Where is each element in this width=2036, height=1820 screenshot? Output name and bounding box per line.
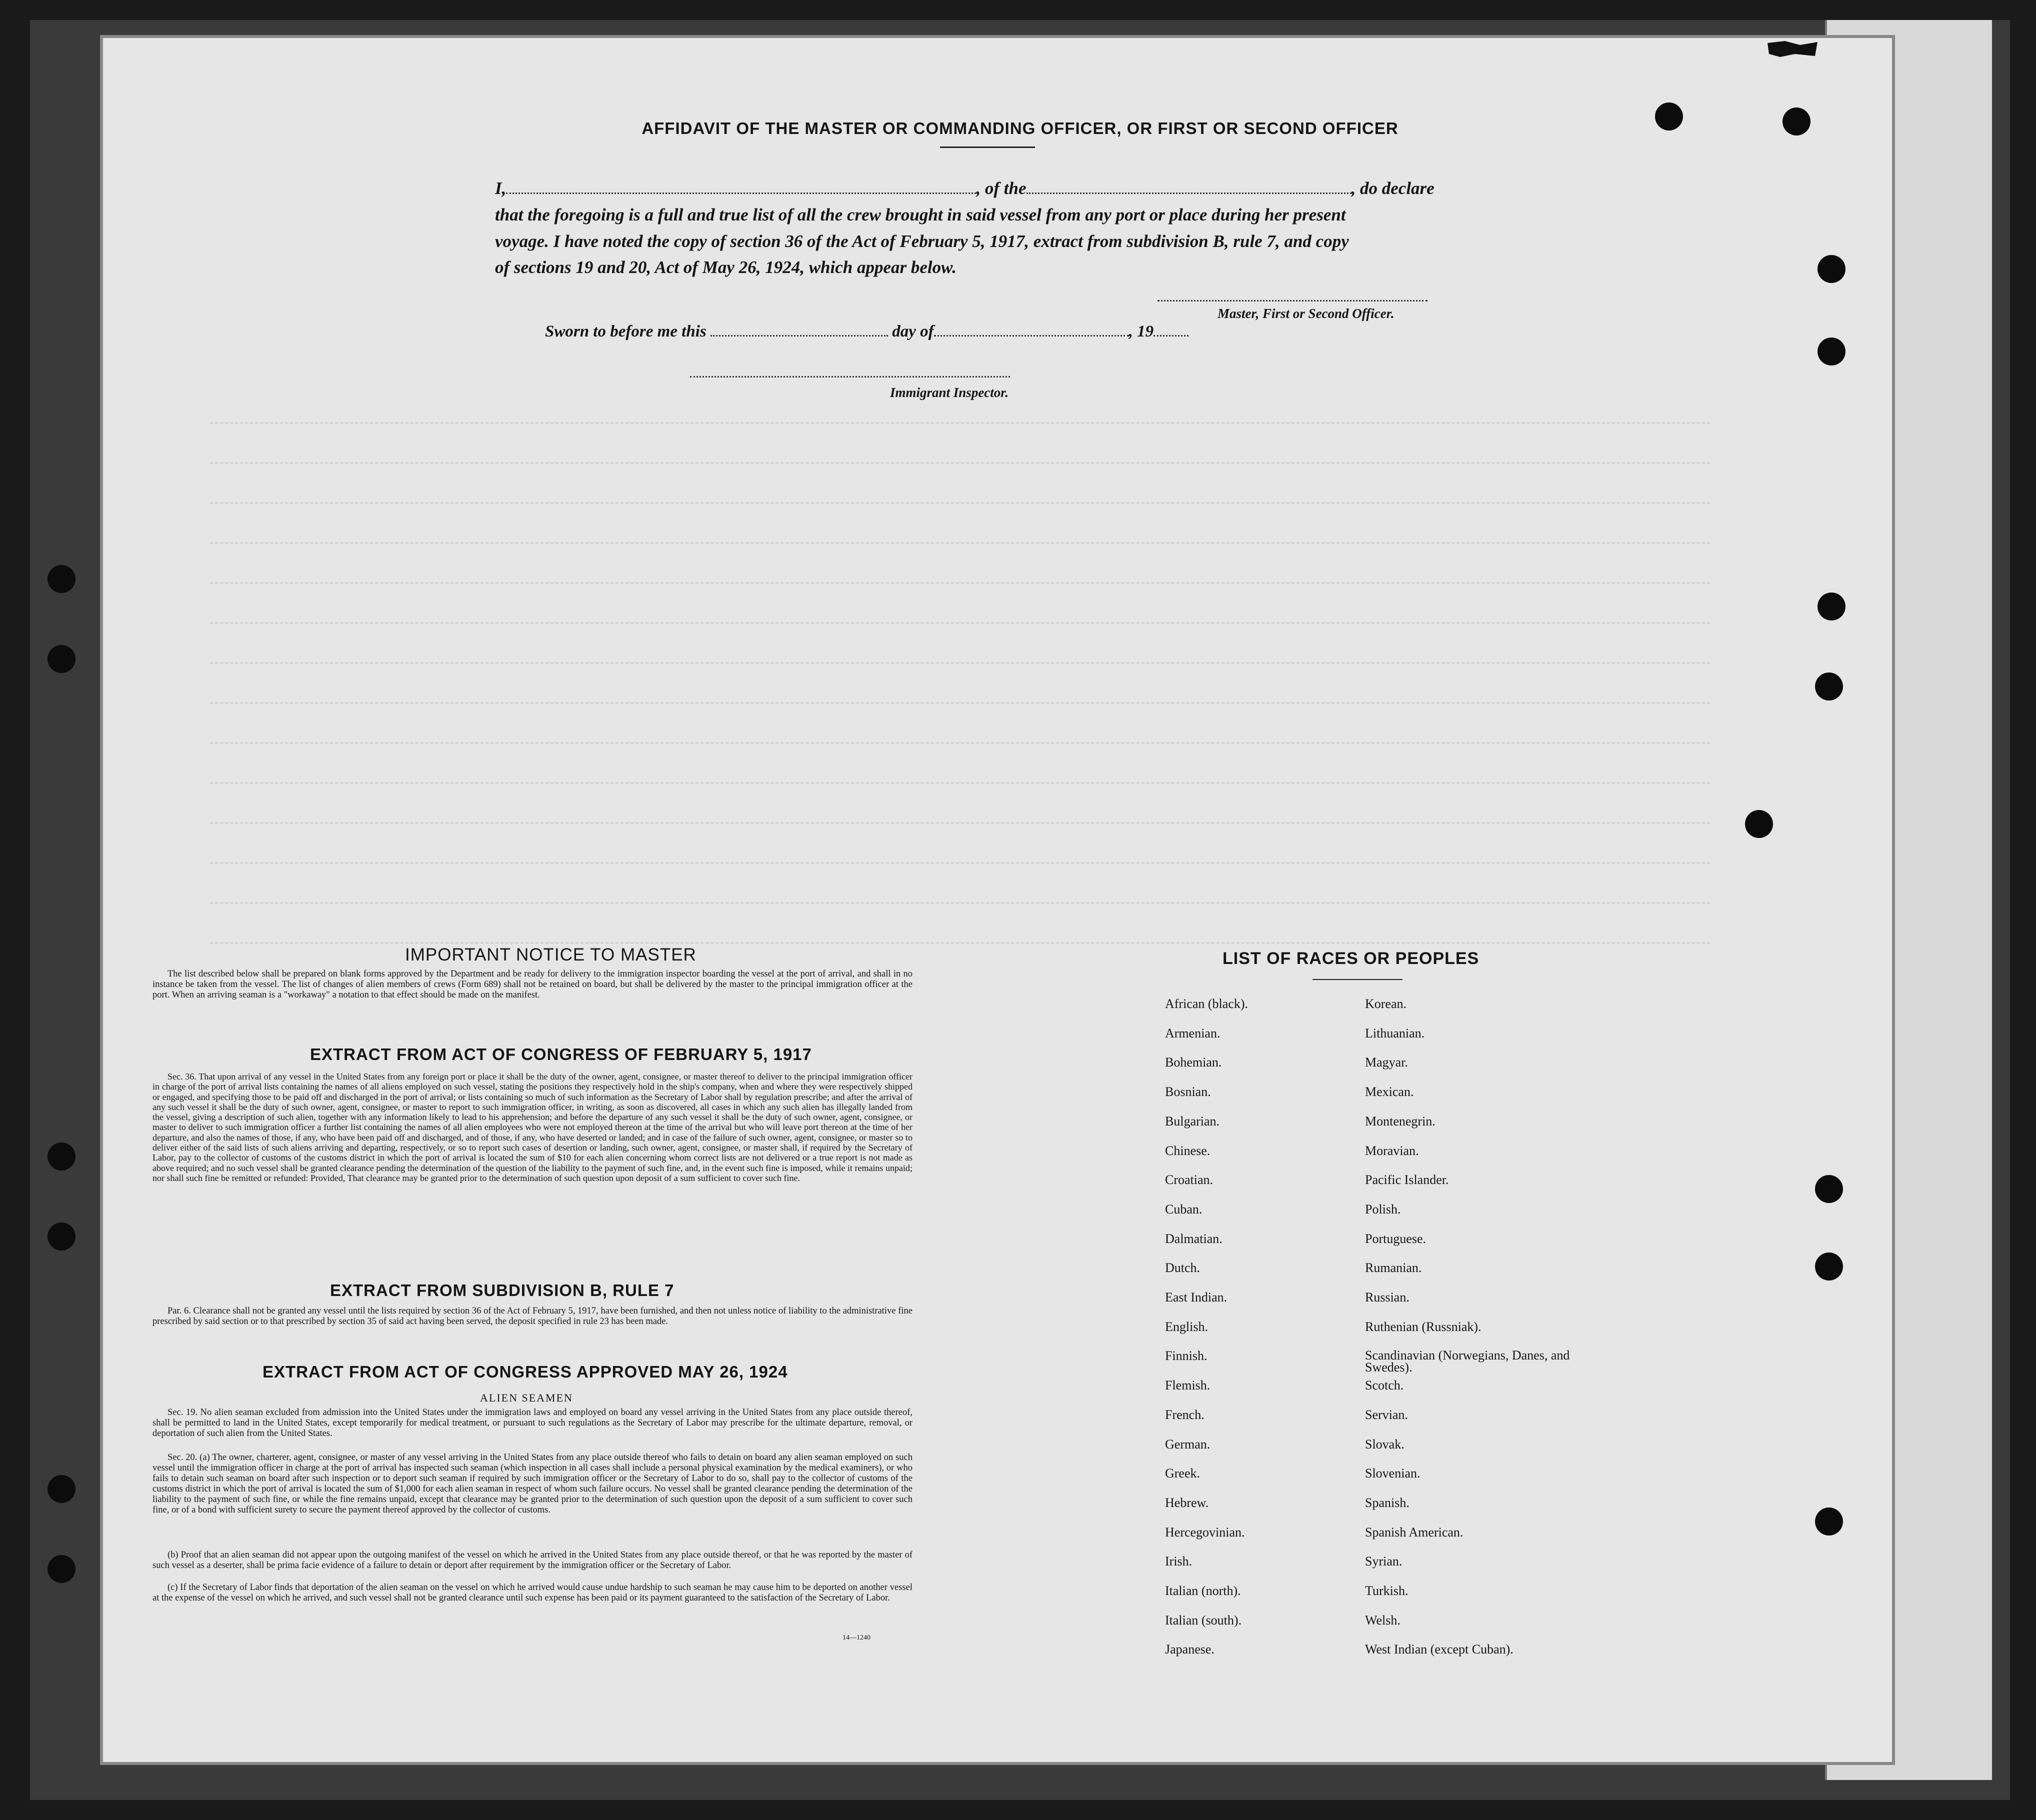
affidavit-do-declare: , do declare — [1351, 178, 1434, 198]
race-item: Hercegovinian. — [1165, 1525, 1245, 1540]
punch-hole — [48, 1475, 76, 1503]
affidavit-line-1 — [495, 178, 1434, 198]
sec20c-text: (c) If the Secretary of Labor finds that deportation of the alien seaman on the vessel on which he arrived would cause undue hardship to such seaman he may cause him to be deported on another vessel at the expense of the vessel on which he arrived, and such vessel shall not be granted clearance until such expense has been paid or its payment guaranteed to the satisfaction of the Secretary of Labor. — [152, 1582, 912, 1603]
extract-1924-title: EXTRACT FROM ACT OF CONGRESS APPROVED MAY 26, 1924 — [262, 1362, 788, 1381]
punch-hole — [1815, 1175, 1843, 1203]
punch-hole — [1818, 255, 1846, 283]
punch-hole — [1815, 1508, 1843, 1536]
sworn-year-prefix: , 19 — [1128, 322, 1154, 340]
affidavit-line-3: voyage. I have noted the copy of section 36 of the Act of February 5, 1917, extract from subdivision B, rule 7, and copy — [495, 232, 1349, 251]
sworn-day-of: day of — [892, 322, 934, 340]
race-item: Russian. — [1365, 1290, 1410, 1304]
bleed-through-row — [210, 582, 1710, 590]
bleed-through-row — [210, 622, 1710, 630]
race-item: Dalmatian. — [1165, 1232, 1222, 1246]
race-item: Croatian. — [1165, 1172, 1214, 1187]
punch-hole — [1745, 810, 1773, 838]
race-item: Spanish. — [1365, 1496, 1410, 1510]
master-signature-label: Master, First or Second Officer. — [1218, 306, 1394, 321]
inspector-signature-line[interactable] — [690, 376, 1010, 378]
race-item: German. — [1165, 1437, 1210, 1452]
sworn-year-field[interactable] — [1154, 320, 1188, 336]
punch-hole — [48, 1222, 76, 1250]
master-signature-line[interactable] — [1158, 300, 1428, 302]
rule7-text: Par. 6. Clearance shall not be granted any vessel until the lists required by section 36 of the Act of February 5, 1917, have been furnished, and then not unless notice of liability to the administrative fine prescribed by said section or to that prescribed by section 35 of said act having been served, the deposit specified in rule 23 has been made. — [152, 1306, 912, 1326]
race-item: Pacific Islander. — [1365, 1172, 1449, 1187]
race-item: East Indian. — [1165, 1290, 1228, 1304]
bleed-through-row — [210, 662, 1710, 670]
bleed-through-row — [210, 542, 1710, 550]
sec20b-text: (b) Proof that an alien seaman did not appear upon the outgoing manifest of the vessel on which he arrived in the United States from any place outside thereof, or that he was reported by the master of such vessel as a deserter, shall be prima facie evidence of a failure to detain or deport after requirement by the immigration officer or the Secretary of Labor. — [152, 1550, 912, 1570]
race-item: Hebrew. — [1165, 1496, 1209, 1510]
race-item: French. — [1165, 1408, 1204, 1422]
race-item: Magyar. — [1365, 1055, 1408, 1070]
race-item: Bulgarian. — [1165, 1114, 1220, 1128]
inspector-label: Immigrant Inspector. — [890, 385, 1009, 400]
race-item: Scandinavian (Norwegians, Danes, and Swedes). — [1365, 1348, 1570, 1374]
races-title-rule — [1312, 979, 1402, 980]
notice-text: The list described below shall be prepared on blank forms approved by the Department and be ready for delivery to the immigration inspector boarding the vessel at the port of arrival, and shall in no instance be taken from the vessel. The list of changes of alien members of crews (Form 689) shall not be retained on board, but shall be delivered by the master to the principal immigration officer at the port. When an arriving seaman is a "workaway" a notation to that effect should be made on the manifest. — [152, 969, 912, 1000]
race-item: Polish. — [1365, 1202, 1401, 1216]
race-item: African (black). — [1165, 996, 1248, 1011]
bleed-through-row — [210, 702, 1710, 710]
bleed-through-row — [210, 742, 1710, 750]
race-item: Greek. — [1165, 1466, 1200, 1480]
affidavit-of-the: , of the — [976, 178, 1026, 198]
affidavit-i: I, — [495, 178, 506, 198]
sec20a-text: Sec. 20. (a) The owner, charterer, agent, consignee, or master of any vessel arriving in the United States from any place outside thereof who fails to detain on board any alien seaman employed on such vessel until the immigration officer in charge at the port of arrival has inspected such seaman (which inspection in all cases shall include a personal physical examination by the medical examiners), or who fails to detain such seaman on board after such inspection or to deport such seaman if required by such immigration officer or the Secretary of Labor to do so, shall pay to the collector of customs of the customs district in which the port of arrival is located the sum of $1,000 for each alien seaman in respect of whom such failure occurs. No vessel shall be granted clearance pending the determination of the liability to the payment of such fine, or while the fine remains unpaid, except that clearance may be granted prior to the determination of such question upon the deposit of a sum sufficient to cover such fine, or of a bond with sufficient surety to secure the payment thereof approved by the collector of customs. — [152, 1452, 912, 1515]
race-item: Korean. — [1365, 996, 1407, 1011]
race-item: Montenegrin. — [1365, 1114, 1436, 1128]
race-item: Bohemian. — [1165, 1055, 1222, 1070]
punch-hole — [48, 565, 76, 593]
punch-hole — [1815, 672, 1843, 700]
bleed-through-row — [210, 902, 1710, 910]
punch-hole — [1815, 1252, 1843, 1280]
punch-hole — [48, 1142, 76, 1170]
race-item: Moravian. — [1365, 1144, 1419, 1158]
race-item: Slovak. — [1365, 1437, 1404, 1452]
race-item: Turkish. — [1365, 1584, 1408, 1598]
punch-hole — [1782, 108, 1810, 136]
bleed-through-row — [210, 862, 1710, 870]
race-item: Flemish. — [1165, 1378, 1210, 1392]
race-item: Japanese. — [1165, 1642, 1214, 1656]
punch-hole — [1655, 102, 1683, 130]
race-item: Scotch. — [1365, 1378, 1404, 1392]
race-item: Dutch. — [1165, 1260, 1200, 1275]
extract-1917-title: EXTRACT FROM ACT OF CONGRESS OF FEBRUARY 5, 1917 — [310, 1045, 812, 1064]
title-rule — [940, 146, 1035, 148]
punch-hole — [48, 1555, 76, 1583]
race-item: Italian (south). — [1165, 1613, 1242, 1628]
race-item: Irish. — [1165, 1554, 1192, 1568]
race-item: Finnish. — [1165, 1348, 1208, 1363]
race-item: Mexican. — [1365, 1084, 1414, 1099]
punch-hole — [1818, 338, 1846, 366]
sworn-day-field[interactable] — [710, 320, 888, 336]
sec19-text: Sec. 19. No alien seaman excluded from admission into the United States under the immigration laws and employed on board any vessel arriving in the United States from any place outside thereof, shall be permitted to land in the United States, except temporarily for medical treatment, or pursuant to such regulations as the Secretary of Labor may prescribe for the ultimate departure, removal, or deportation of such alien from the United States. — [152, 1408, 912, 1438]
bleed-through-row — [210, 502, 1710, 510]
notice-title: IMPORTANT NOTICE TO MASTER — [405, 945, 696, 964]
race-item: Armenian. — [1165, 1026, 1220, 1040]
race-item: Spanish American. — [1365, 1525, 1464, 1540]
race-item: Ruthenian (Russniak). — [1365, 1320, 1482, 1334]
race-item: Rumanian. — [1365, 1260, 1422, 1275]
races-title: LIST OF RACES OR PEOPLES — [1222, 949, 1480, 968]
affidavit-title: AFFIDAVIT OF THE MASTER OR COMMANDING OFFICER, OR FIRST OR SECOND OFFICER — [642, 119, 1398, 138]
race-item: English. — [1165, 1320, 1208, 1334]
sworn-month-field[interactable] — [934, 320, 1129, 336]
race-item: Syrian. — [1365, 1554, 1402, 1568]
bleed-through-row — [210, 782, 1710, 790]
vessel-field[interactable] — [1026, 178, 1352, 194]
race-item: West Indian (except Cuban). — [1365, 1642, 1514, 1656]
race-item: Chinese. — [1165, 1144, 1210, 1158]
punch-hole — [48, 645, 76, 673]
corner-tab-mark — [1765, 39, 1820, 59]
sworn-line — [545, 320, 1188, 341]
race-item: Italian (north). — [1165, 1584, 1241, 1598]
name-field[interactable] — [506, 178, 976, 194]
form-number: 14—1240 — [842, 1634, 870, 1642]
race-item: Cuban. — [1165, 1202, 1202, 1216]
alien-seamen-label: ALIEN SEAMEN — [480, 1392, 573, 1404]
bleed-through-row — [210, 462, 1710, 470]
race-item: Servian. — [1365, 1408, 1408, 1422]
extract-1917-text: Sec. 36. That upon arrival of any vessel in the United States from any foreign port or place it shall be the duty of the owner, agent, consignee, or master thereof to deliver to the principal immigration officer in charge of the port of arrival lists containing the names of all aliens employed on such vessel, stating the positions they respectively hold in the ship's company, when and where they were respectively shipped or engaged, and specifying those to be paid off and discharged in the port of arrival; or lists containing so much of such information as the Secretary of Labor shall by regulation prescribe; and after the arrival of any such vessel it shall be the duty of such owner, agent, consignee, or master to report to such immigration officer, in writing, as soon as discovered, all cases in which any such alien has illegally landed from the vessel, giving a description of such alien, together with any information likely to lead to his apprehension; and before the departure of any such vessel it shall be the duty of such owner, agent, consignee, or master to deliver to such immigration officer a further list containing the names of all alien employees who were not employed thereon at the time of the arrival but who will leave port thereon at the time of her departure, and also the names of those, if any, who have been paid off and discharged, and of those, if any, who have deserted or landed; and in case of the failure of such owner, agent, consignee, or master so to deliver either of the said lists of such aliens arriving and departing, respectively, or so to report such cases of desertion or landing, such owner, agent, consignee, or master shall, if required by the Secretary of Labor, pay to the collector of customs of the customs district in which the port of arrival is located the sum of $10 for each alien concerning whom correct lists are not delivered or a true report is not made as above required; and no such vessel shall be granted clearance pending the determination of the question of the liability to the payment of such fine, and, in the event such fine is imposed, while it remains unpaid; nor shall such fine be remitted or refunded: Provided, That clearance may be granted prior to the determination of such question upon deposit of a sum sufficient to cover such fine. — [152, 1072, 912, 1183]
race-item: Welsh. — [1365, 1613, 1400, 1628]
bleed-through-row — [210, 422, 1710, 430]
affidavit-line-4: of sections 19 and 20, Act of May 26, 1924, which appear below. — [495, 258, 956, 277]
race-item: Lithuanian. — [1365, 1026, 1425, 1040]
punch-hole — [1818, 592, 1846, 620]
bleed-through-row — [210, 822, 1710, 830]
rule7-title: EXTRACT FROM SUBDIVISION B, RULE 7 — [330, 1281, 674, 1300]
sworn-prefix: Sworn to before me this — [545, 322, 706, 340]
race-item: Slovenian. — [1365, 1466, 1420, 1480]
race-item: Portuguese. — [1365, 1232, 1426, 1246]
race-item: Bosnian. — [1165, 1084, 1211, 1099]
affidavit-line-2: that the foregoing is a full and true list of all the crew brought in said vessel from any port or place during her present — [495, 205, 1346, 224]
